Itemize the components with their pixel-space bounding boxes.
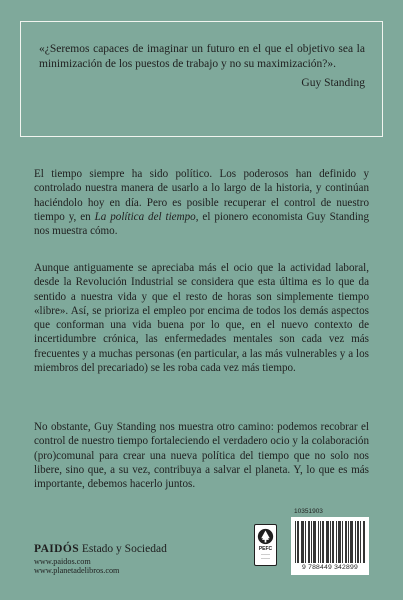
product-code: 10351903 [294,508,323,515]
barcode-bar [358,521,359,563]
barcode-bar [323,521,324,563]
barcode-bar [357,521,358,563]
barcode-bar [351,521,352,563]
barcode-bar [340,521,341,563]
barcode-bar [305,521,306,563]
publisher-brand: PAIDÓS [34,543,79,555]
barcode-bar [311,521,312,563]
book-title: La política del tiempo [94,210,196,223]
barcode-bar [309,521,310,563]
publisher-url-planeta: www.planetadelibros.com [34,566,120,575]
barcode-box [291,517,369,575]
barcode-area [291,508,369,575]
blurb-text: El tiempo siempre ha sido político. Los poderosos han definido y controlado nuestra manera de usarlo a lo largo de la historia, y continúan haciéndolo hoy en día. Pero es posible recuperar el control de nuestro tiempo y, en [34,168,369,223]
publisher-collection: Estado y Sociedad [81,543,167,555]
barcode-bar [298,521,299,563]
ean-number: 9 788449 342899 [302,564,358,571]
barcode-bar [363,521,364,563]
pefc-logo [254,524,277,566]
epigraph-author: Guy Standing [301,77,365,89]
blurb-text: , el pionero economista Guy Standing nos muestra cómo. [34,210,370,238]
barcode-bar [333,521,334,563]
barcode-bar [360,521,361,563]
barcode-bar [318,521,319,563]
barcode-bar [342,521,343,563]
barcode-bar [332,521,333,563]
barcode-bar [295,521,296,563]
barcode-bar [322,521,323,563]
blurb-paragraph-3: No obstante, Guy Standing nos muestra otro camino: podemos recobrar el control de nuestro tiempo fortaleciendo el verdadero ocio y la colaboración (pro)comunal para crear una nueva política del tiempo que no solo nos libere, sino que, a su vez, contribuya a salvar el planeta. Y, lo que es más importante, debemos hacerlo juntos. [34,421,369,491]
quote-box [20,21,383,137]
pefc-tree-icon [257,528,274,545]
barcode-bar [302,521,303,563]
barcode-bar [364,521,365,563]
barcode-bar [355,521,356,563]
barcode-bar [320,521,321,563]
barcode-bar [314,521,315,563]
barcode-bar [339,521,340,563]
barcode-bar [330,521,331,563]
publisher-imprint [34,543,167,556]
barcode-bar [348,521,349,563]
barcode-bar [301,521,302,563]
barcode-bar [327,521,328,563]
publisher-url-paidos: www.paidos.com [34,557,91,566]
barcode-bar [313,521,314,563]
epigraph-quote: «¿Seremos capaces de imaginar un futuro en el que el objetivo sea la minimización de los puestos de trabajo y no su maximización?». [39,43,365,70]
barcode-bar [303,521,304,563]
barcode-bar [336,521,337,563]
barcode-bar [345,521,346,563]
barcode-bar [346,521,347,563]
barcode-bar [328,521,329,563]
pefc-label: PEFC [258,546,273,552]
blurb-paragraph-1 [34,167,369,238]
barcode-bar [326,521,327,563]
barcode-bar [308,521,309,563]
barcode-bar [350,521,351,563]
barcode-bars [295,521,365,563]
blurb-paragraph-2: Aunque antiguamente se apreciaba más el ocio que la actividad laboral, desde la Revolución Industrial se considera que esta última es lo que da sentido a nuestra vida y que el resto de horas son simplemente tiempo «libre». Así, se prioriza el empleo por encima de todos los demás aspectos que conforman una vida buena por lo que, en el nuevo contexto de incertidumbre crónica, las enfermedades mentales son cada vez más frecuentes y a muchas personas (en particular, a las más vulnerables y a los miembros del precariado) se les roba cada vez más tiempo. [34,262,369,375]
barcode-bar [315,521,316,563]
pefc-certification-lines: ──── ──── [260,552,271,560]
barcode-bar [338,521,339,563]
barcode-bar [297,521,298,563]
barcode-bar [352,521,353,563]
